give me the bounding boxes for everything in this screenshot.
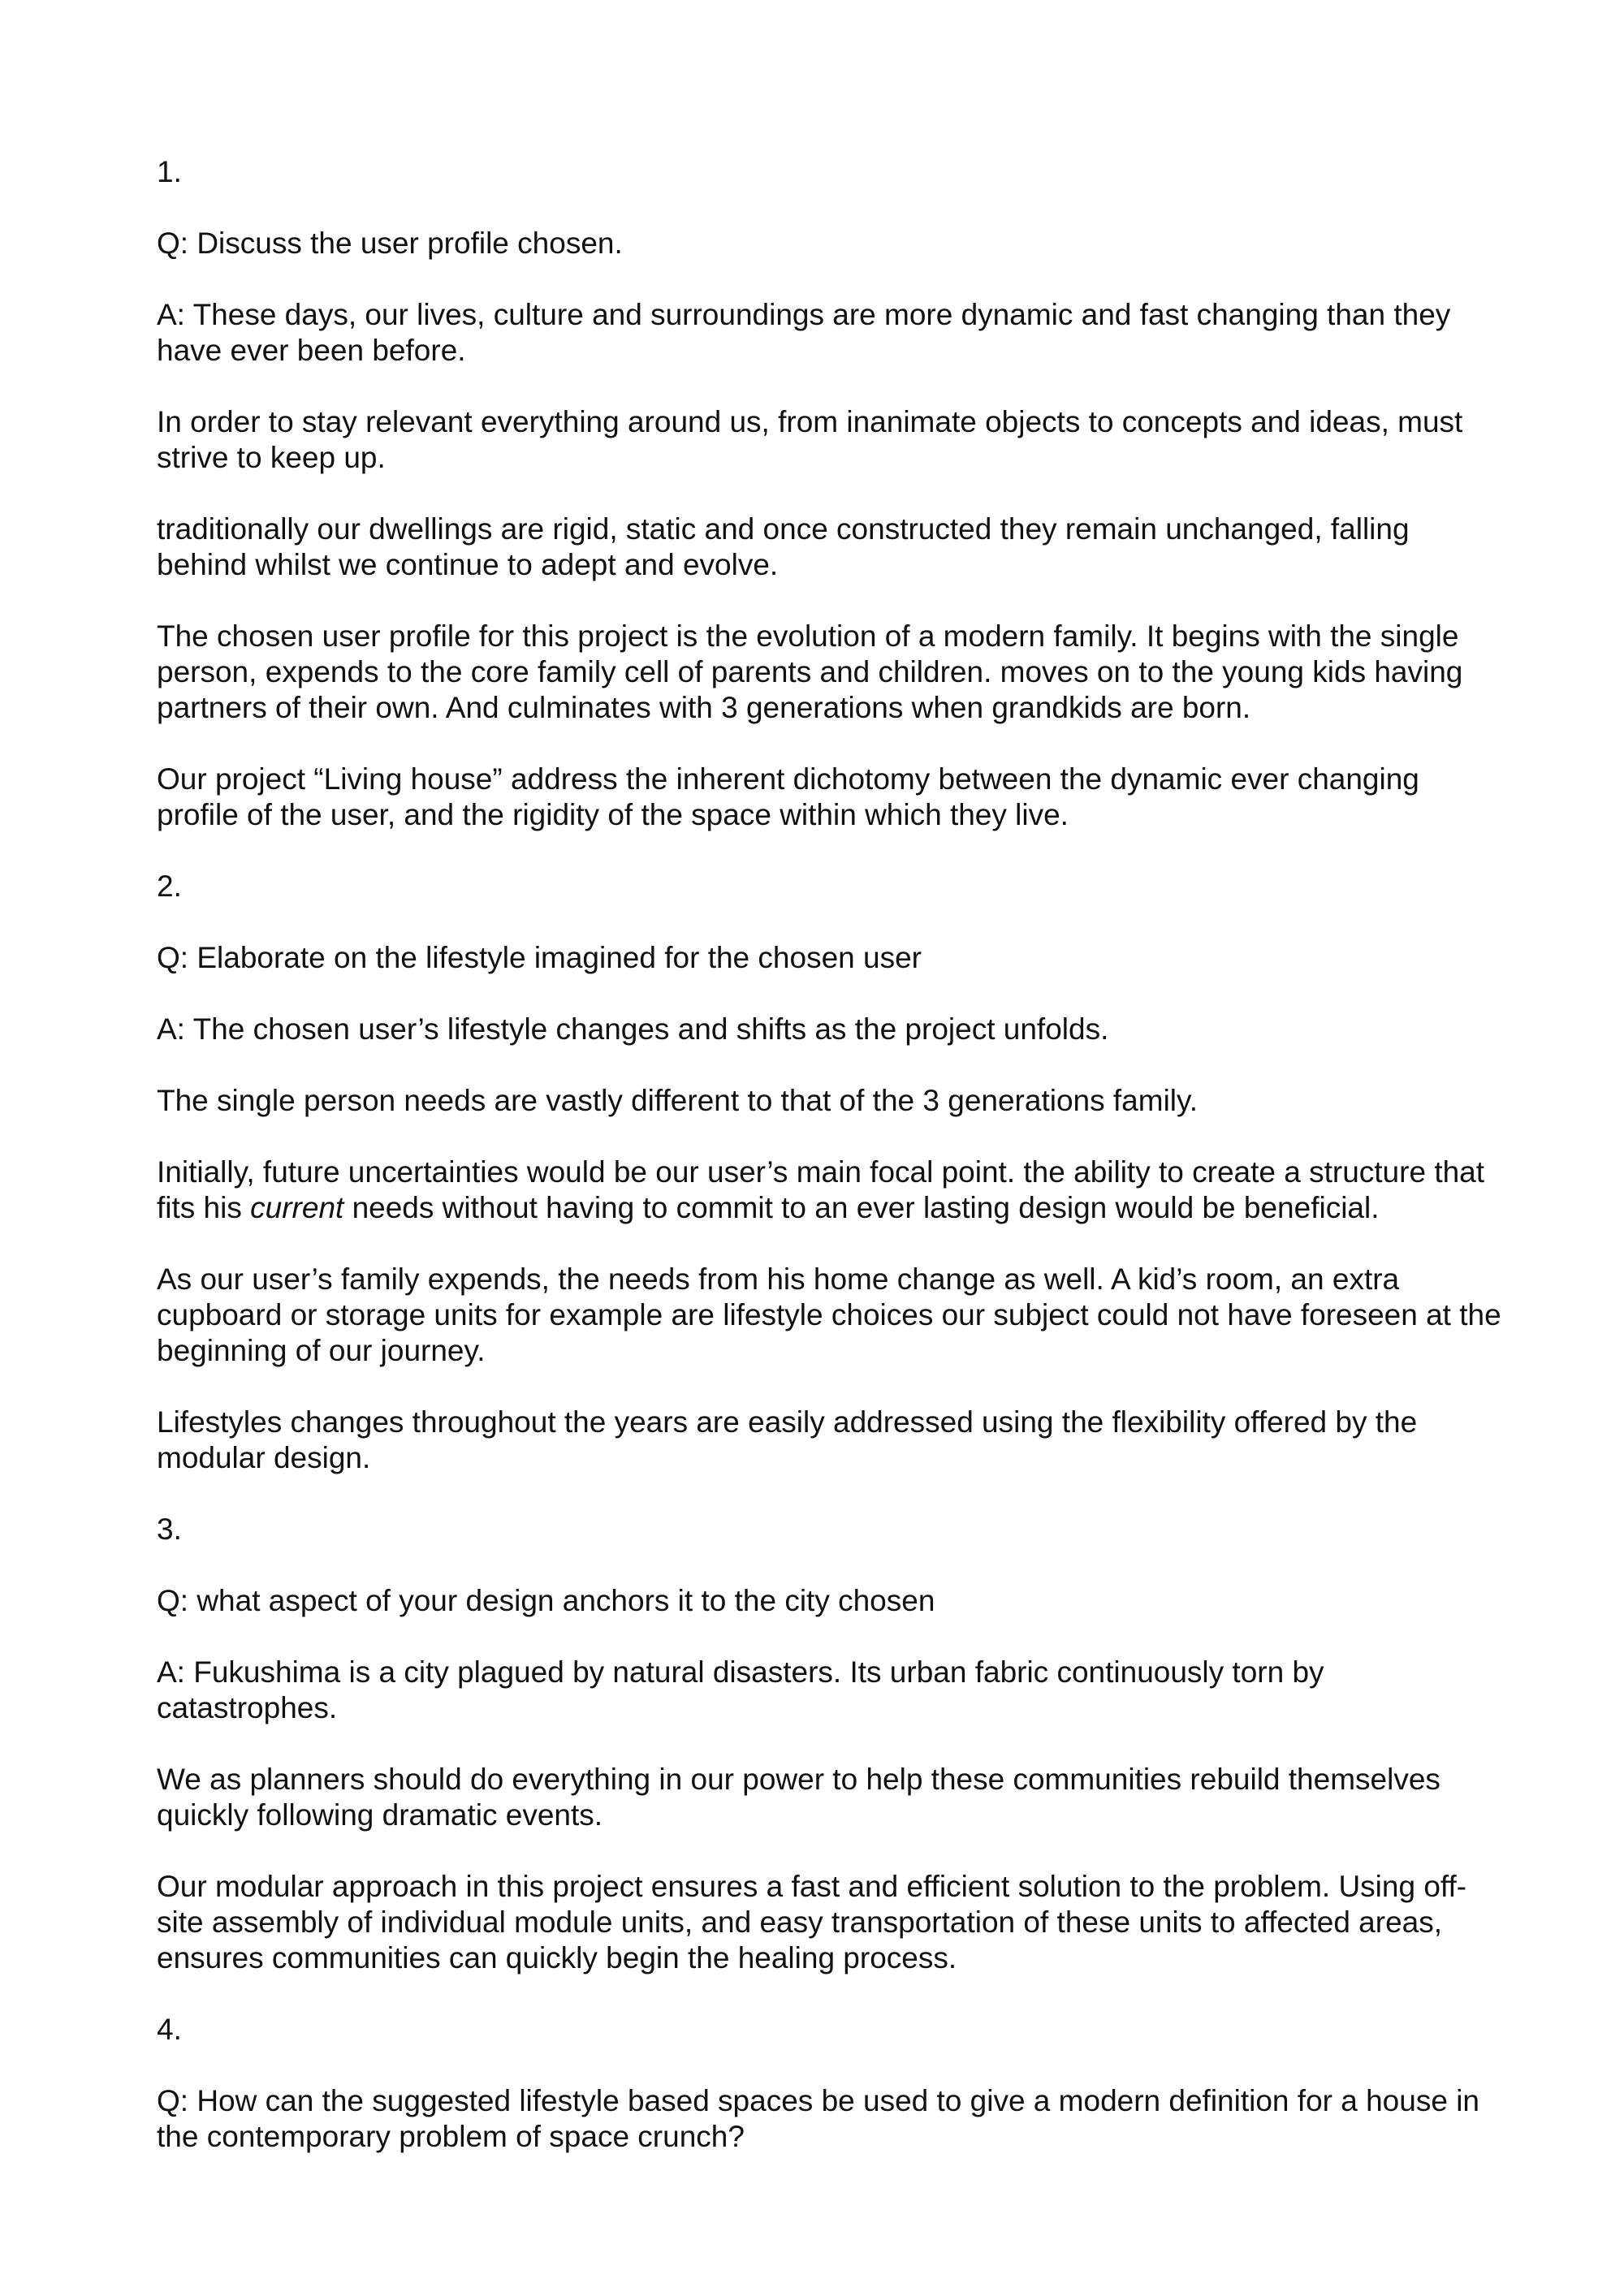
section-number: 1. — [157, 155, 182, 188]
question-text: Q: Elaborate on the lifestyle imagined for the chosen user — [157, 941, 922, 974]
answer-paragraph: The chosen user profile for this project is the evolution of a modern family. It begins with the single person, expends to the core family cell of parents and children. moves on to the young kids having partners of their own. And culminates with 3 generations when grandkids are born. — [157, 619, 1463, 724]
section-1 — [157, 154, 1505, 833]
answer-paragraph: A: These days, our lives, culture and surroundings are more dynamic and fast changing than they have ever been before. — [157, 298, 1451, 367]
answer-paragraph: Our project “Living house” address the inherent dichotomy between the dynamic ever changing profile of the user, and the rigidity of the space within which they live. — [157, 762, 1419, 831]
section-4 — [157, 2012, 1505, 2155]
answer-paragraph: A: Fukushima is a city plagued by natural disasters. Its urban fabric continuously torn by catastrophes. — [157, 1655, 1324, 1724]
answer-text: needs without having to commit to an ever lasting design would be beneficial. — [343, 1191, 1380, 1224]
answer-paragraph: In order to stay relevant everything around us, from inanimate objects to concepts and ideas, must strive to keep up. — [157, 405, 1463, 474]
answer-paragraph-with-emphasis — [157, 1154, 1505, 1226]
answer-paragraph: We as planners should do everything in our power to help these communities rebuild themselves quickly following dramatic events. — [157, 1763, 1440, 1832]
answer-paragraph: Our modular approach in this project ensures a fast and efficient solution to the problem. Using off-site assembly of individual module units, and easy transportation of these units to affected areas, ensures communities can quickly begin the healing process. — [157, 1870, 1467, 1974]
question-text: Q: what aspect of your design anchors it to the city chosen — [157, 1584, 935, 1617]
document-page — [157, 154, 1505, 2190]
answer-paragraph: traditionally our dwellings are rigid, static and once constructed they remain unchanged, falling behind whilst we continue to adept and evolve. — [157, 512, 1410, 581]
section-number: 4. — [157, 2013, 182, 2046]
section-3 — [157, 1512, 1505, 1976]
section-number: 2. — [157, 870, 182, 903]
answer-paragraph: The single person needs are vastly different to that of the 3 generations family. — [157, 1084, 1199, 1117]
emphasized-word: current — [250, 1191, 344, 1224]
section-2 — [157, 869, 1505, 1476]
answer-paragraph: Lifestyles changes throughout the years are easily addressed using the flexibility offered by the modular design. — [157, 1405, 1418, 1474]
answer-paragraph: As our user’s family expends, the needs from his home change as well. A kid’s room, an extra cupboard or storage units for example are lifestyle choices our subject could not have foreseen at the beginning of our journey. — [157, 1262, 1501, 1367]
question-text: Q: Discuss the user profile chosen. — [157, 227, 623, 260]
answer-text: Initially, future uncertainties would be our user’s main focal point. the ability to create a structure that fits his — [157, 1155, 1485, 1224]
question-text: Q: How can the suggested lifestyle based spaces be used to give a modern definition for a house in the contemporary problem of space crunch? — [157, 2084, 1479, 2153]
answer-paragraph: A: The chosen user’s lifestyle changes and shifts as the project unfolds. — [157, 1012, 1109, 1046]
section-number: 3. — [157, 1513, 182, 1546]
